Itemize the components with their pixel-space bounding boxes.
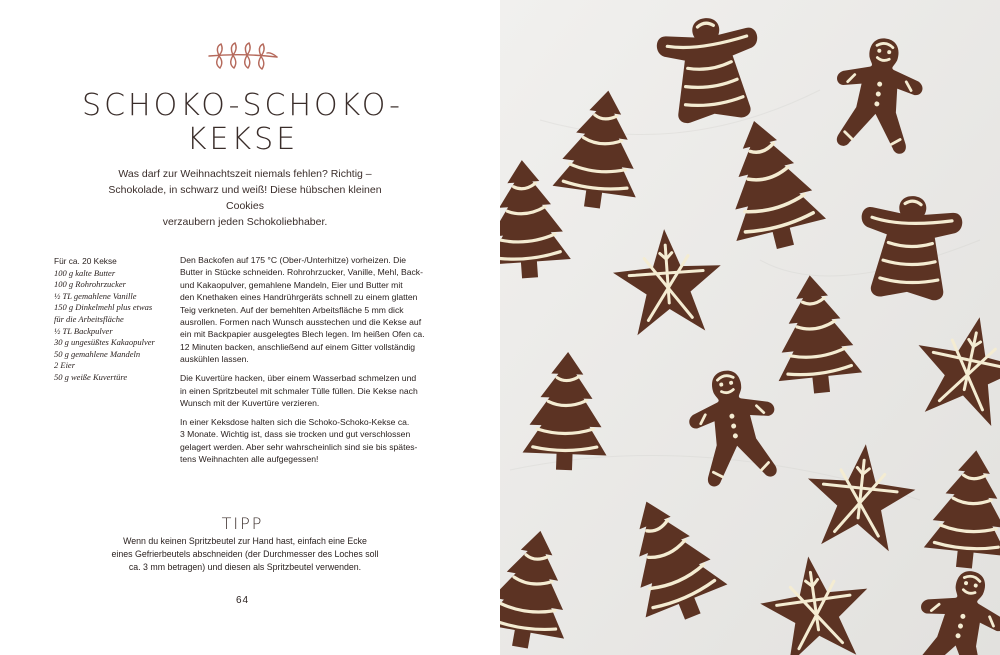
ingredient-item: 30 g ungesüßtes Kakaopulver: [54, 337, 155, 348]
method-paragraph: [180, 372, 442, 409]
method-line: in einen Spritzbeutel mit schmaler Tülle füllen. Die Kekse nach: [180, 385, 418, 396]
method-line: gelagert werden. Aber sehr wahrscheinlich sind sie bis spätes-: [180, 441, 418, 452]
ingredient-item: für die Arbeitsfläche: [54, 313, 124, 324]
method-line: den Knethaken eines Handrührgeräts schnell zu einem glatten: [180, 292, 418, 303]
gingerbread-cookies-photo-icon: [500, 0, 1000, 655]
tip-line: Wenn du keinen Spritzbeutel zur Hand hast, einfach eine Ecke: [123, 536, 367, 546]
page-number: 64: [235, 595, 250, 606]
method-line: 3 Monate. Wichtig ist, dass sie trocken und gut verschlossen: [180, 429, 411, 440]
method-line: tens Weihnachten alle aufgegessen!: [180, 454, 319, 465]
tip-line: eines Gefrierbeutels abschneiden (der Durchmesser des Loches soll: [111, 549, 379, 559]
intro-line: verzaubern jeden Schokoliebhaber.: [162, 216, 328, 228]
ingredient-list: [54, 256, 174, 384]
recipe-title-line1: SCHOKO-SCHOKO-: [82, 88, 403, 123]
ingredient-item: 50 g gemahlene Mandeln: [54, 348, 141, 359]
ingredient-item: 100 g Rohrohrzucker: [54, 279, 126, 290]
method-line: Wunsch mit der Kuvertüre verzieren.: [180, 398, 320, 409]
method-line: Die Kuvertüre hacken, über einem Wasserbad schmelzen und: [180, 373, 417, 384]
tip-text: [95, 535, 395, 574]
method-line: ausrollen. Formen nach Wunsch ausstechen und die Kekse auf: [180, 317, 422, 328]
method-line: Butter in Stücke schneiden. Rohrohrzucker, Vanille, Mehl, Back-: [180, 267, 423, 278]
cookies-photo: [500, 0, 1000, 655]
method-line: Teig verkneten. Auf der bemehlten Arbeitsfläche 5 mm dick: [180, 304, 404, 315]
ingredient-item: 150 g Dinkelmehl plus etwas: [54, 302, 153, 313]
method-line: 12 Minuten backen, anschließend auf einem Gitter vollständig: [180, 341, 416, 352]
intro-line: Was darf zur Weihnachtszeit niemals fehlen? Richtig –: [118, 168, 372, 180]
ingredient-item: ½ TL gemahlene Vanille: [54, 290, 137, 301]
method-line: ein mit Backpapier ausgelegtes Blech legen. Im heißen Ofen ca.: [180, 329, 425, 340]
ingredient-item: 2 Eier: [54, 360, 76, 371]
ingredient-item: ½ TL Backpulver: [54, 325, 113, 336]
ingredient-item: 50 g weiße Kuvertüre: [54, 371, 128, 382]
method-line: auskühlen lassen.: [180, 354, 249, 365]
method-line: und Kakaopulver, gemahlene Mandeln, Eier und Butter mit: [180, 279, 403, 290]
recipe-title-line2: KEKSE: [186, 122, 299, 157]
tip-line: ca. 3 mm betragen) und diesen als Spritzbeutel verwenden.: [128, 562, 362, 572]
tip-heading: TIPP: [221, 514, 264, 533]
method-paragraph: [180, 416, 442, 466]
method-text: [180, 254, 442, 472]
sprig-ornament-icon: [205, 40, 280, 72]
recipe-yield: Für ca. 20 Kekse: [54, 256, 117, 266]
method-line: In einer Keksdose halten sich die Schoko-Schoko-Kekse ca.: [180, 417, 410, 428]
recipe-intro: [90, 166, 400, 230]
intro-line: Schokolade, in schwarz und weiß! Diese hübschen kleinen Cookies: [108, 184, 382, 212]
ingredient-item: 100 g kalte Butter: [54, 267, 116, 278]
method-line: Den Backofen auf 175 °C (Ober-/Unterhitze) vorheizen. Die: [180, 255, 407, 265]
method-paragraph: [180, 254, 442, 366]
